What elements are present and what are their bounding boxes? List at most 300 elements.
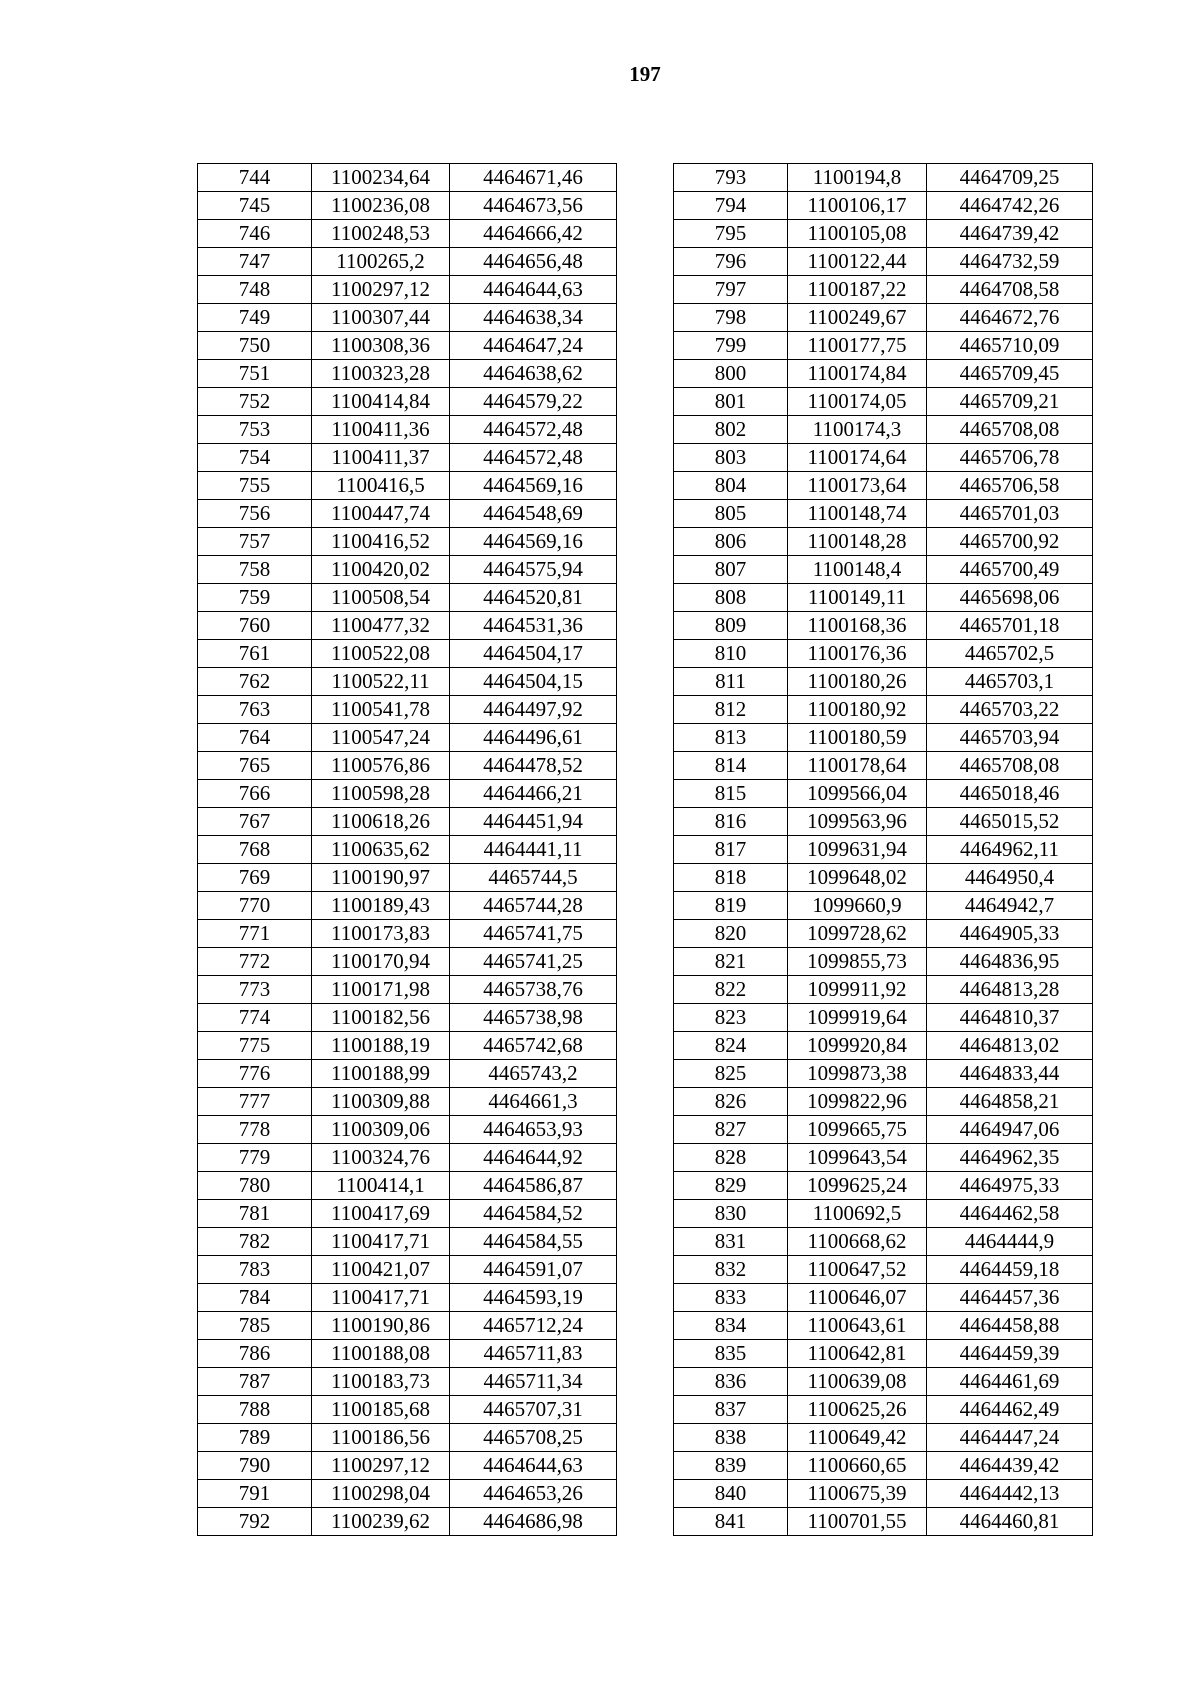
- y-coordinate-cell: 4464686,98: [450, 1508, 617, 1536]
- y-coordinate-cell: 4464459,39: [927, 1340, 1093, 1368]
- table-row: [198, 612, 617, 640]
- point-number-cell: 820: [674, 920, 788, 948]
- point-number-cell: 758: [198, 556, 312, 584]
- y-coordinate-cell: 4464661,3: [450, 1088, 617, 1116]
- y-coordinate-cell: 4465707,31: [450, 1396, 617, 1424]
- x-coordinate-cell: 1100188,99: [312, 1060, 450, 1088]
- point-number-cell: 798: [674, 304, 788, 332]
- table-row: [674, 612, 1093, 640]
- point-number-cell: 806: [674, 528, 788, 556]
- x-coordinate-cell: 1100541,78: [312, 696, 450, 724]
- x-coordinate-cell: 1100174,64: [788, 444, 927, 472]
- x-coordinate-cell: 1099643,54: [788, 1144, 927, 1172]
- x-coordinate-cell: 1100647,52: [788, 1256, 927, 1284]
- y-coordinate-cell: 4464647,24: [450, 332, 617, 360]
- x-coordinate-cell: 1100447,74: [312, 500, 450, 528]
- y-coordinate-cell: 4464496,61: [450, 724, 617, 752]
- y-coordinate-cell: 4464947,06: [927, 1116, 1093, 1144]
- x-coordinate-cell: 1099625,24: [788, 1172, 927, 1200]
- table-row: [674, 1508, 1093, 1536]
- x-coordinate-cell: 1100297,12: [312, 276, 450, 304]
- x-coordinate-cell: 1100639,08: [788, 1368, 927, 1396]
- table-row: [198, 1396, 617, 1424]
- y-coordinate-cell: 4464638,34: [450, 304, 617, 332]
- x-coordinate-cell: 1100618,26: [312, 808, 450, 836]
- table-row: [198, 976, 617, 1004]
- y-coordinate-cell: 4464813,02: [927, 1032, 1093, 1060]
- table-row: [674, 1396, 1093, 1424]
- table-row: [198, 1088, 617, 1116]
- x-coordinate-cell: 1099660,9: [788, 892, 927, 920]
- table-row: [674, 976, 1093, 1004]
- table-row: [198, 1312, 617, 1340]
- table-row: [198, 1200, 617, 1228]
- point-number-cell: 783: [198, 1256, 312, 1284]
- x-coordinate-cell: 1100646,07: [788, 1284, 927, 1312]
- x-coordinate-cell: 1100307,44: [312, 304, 450, 332]
- y-coordinate-cell: 4465702,5: [927, 640, 1093, 668]
- point-number-cell: 752: [198, 388, 312, 416]
- x-coordinate-cell: 1100182,56: [312, 1004, 450, 1032]
- point-number-cell: 826: [674, 1088, 788, 1116]
- point-number-cell: 816: [674, 808, 788, 836]
- y-coordinate-cell: 4464653,93: [450, 1116, 617, 1144]
- point-number-cell: 800: [674, 360, 788, 388]
- x-coordinate-cell: 1100522,11: [312, 668, 450, 696]
- table-row: [674, 472, 1093, 500]
- x-coordinate-cell: 1099648,02: [788, 864, 927, 892]
- point-number-cell: 814: [674, 752, 788, 780]
- point-number-cell: 838: [674, 1424, 788, 1452]
- x-coordinate-cell: 1100598,28: [312, 780, 450, 808]
- x-coordinate-cell: 1100265,2: [312, 248, 450, 276]
- y-coordinate-cell: 4464444,9: [927, 1228, 1093, 1256]
- x-coordinate-cell: 1099919,64: [788, 1004, 927, 1032]
- table-row: [674, 948, 1093, 976]
- point-number-cell: 835: [674, 1340, 788, 1368]
- x-coordinate-cell: 1100174,05: [788, 388, 927, 416]
- point-number-cell: 834: [674, 1312, 788, 1340]
- point-number-cell: 821: [674, 948, 788, 976]
- x-coordinate-cell: 1100508,54: [312, 584, 450, 612]
- x-coordinate-cell: 1100248,53: [312, 220, 450, 248]
- y-coordinate-cell: 4464739,42: [927, 220, 1093, 248]
- point-number-cell: 793: [674, 164, 788, 192]
- point-number-cell: 827: [674, 1116, 788, 1144]
- x-coordinate-cell: 1100177,75: [788, 332, 927, 360]
- table-row: [674, 388, 1093, 416]
- x-coordinate-cell: 1100643,61: [788, 1312, 927, 1340]
- y-coordinate-cell: 4464451,94: [450, 808, 617, 836]
- y-coordinate-cell: 4465742,68: [450, 1032, 617, 1060]
- x-coordinate-cell: 1099920,84: [788, 1032, 927, 1060]
- table-row: [674, 836, 1093, 864]
- y-coordinate-cell: 4464833,44: [927, 1060, 1093, 1088]
- table-row: [198, 1284, 617, 1312]
- point-number-cell: 815: [674, 780, 788, 808]
- table-row: [674, 1088, 1093, 1116]
- y-coordinate-cell: 4465738,76: [450, 976, 617, 1004]
- y-coordinate-cell: 4464644,63: [450, 1452, 617, 1480]
- table-row: [198, 248, 617, 276]
- point-number-cell: 744: [198, 164, 312, 192]
- x-coordinate-cell: 1100547,24: [312, 724, 450, 752]
- y-coordinate-cell: 4464458,88: [927, 1312, 1093, 1340]
- table-row: [198, 1144, 617, 1172]
- point-number-cell: 779: [198, 1144, 312, 1172]
- x-coordinate-cell: 1099822,96: [788, 1088, 927, 1116]
- point-number-cell: 823: [674, 1004, 788, 1032]
- y-coordinate-cell: 4464460,81: [927, 1508, 1093, 1536]
- point-number-cell: 817: [674, 836, 788, 864]
- point-number-cell: 757: [198, 528, 312, 556]
- y-coordinate-cell: 4465703,1: [927, 668, 1093, 696]
- table-row: [674, 892, 1093, 920]
- y-coordinate-cell: 4464638,62: [450, 360, 617, 388]
- point-number-cell: 767: [198, 808, 312, 836]
- point-number-cell: 829: [674, 1172, 788, 1200]
- y-coordinate-cell: 4464962,11: [927, 836, 1093, 864]
- point-number-cell: 763: [198, 696, 312, 724]
- point-number-cell: 831: [674, 1228, 788, 1256]
- point-number-cell: 762: [198, 668, 312, 696]
- x-coordinate-cell: 1100185,68: [312, 1396, 450, 1424]
- coordinates-table-right: [673, 163, 1093, 1536]
- y-coordinate-cell: 4464579,22: [450, 388, 617, 416]
- x-coordinate-cell: 1100194,8: [788, 164, 927, 192]
- y-coordinate-cell: 4465712,24: [450, 1312, 617, 1340]
- x-coordinate-cell: 1100174,84: [788, 360, 927, 388]
- table-row: [198, 1228, 617, 1256]
- table-row: [198, 220, 617, 248]
- y-coordinate-cell: 4464593,19: [450, 1284, 617, 1312]
- x-coordinate-cell: 1100308,36: [312, 332, 450, 360]
- y-coordinate-cell: 4465710,09: [927, 332, 1093, 360]
- table-row: [674, 332, 1093, 360]
- table-row: [674, 444, 1093, 472]
- point-number-cell: 799: [674, 332, 788, 360]
- table-row: [198, 1424, 617, 1452]
- x-coordinate-cell: 1100186,56: [312, 1424, 450, 1452]
- point-number-cell: 747: [198, 248, 312, 276]
- table-row: [674, 248, 1093, 276]
- page-number: 197: [629, 62, 661, 86]
- point-number-cell: 774: [198, 1004, 312, 1032]
- point-number-cell: 781: [198, 1200, 312, 1228]
- y-coordinate-cell: 4465015,52: [927, 808, 1093, 836]
- table-row: [198, 1480, 617, 1508]
- point-number-cell: 813: [674, 724, 788, 752]
- point-number-cell: 780: [198, 1172, 312, 1200]
- table-row: [674, 1004, 1093, 1032]
- x-coordinate-cell: 1100188,08: [312, 1340, 450, 1368]
- y-coordinate-cell: 4464671,46: [450, 164, 617, 192]
- point-number-cell: 808: [674, 584, 788, 612]
- point-number-cell: 748: [198, 276, 312, 304]
- point-number-cell: 749: [198, 304, 312, 332]
- y-coordinate-cell: 4464572,48: [450, 416, 617, 444]
- point-number-cell: 841: [674, 1508, 788, 1536]
- table-row: [674, 1312, 1093, 1340]
- table-row: [198, 724, 617, 752]
- x-coordinate-cell: 1100174,3: [788, 416, 927, 444]
- point-number-cell: 788: [198, 1396, 312, 1424]
- point-number-cell: 765: [198, 752, 312, 780]
- y-coordinate-cell: 4464520,81: [450, 584, 617, 612]
- y-coordinate-cell: 4464462,58: [927, 1200, 1093, 1228]
- x-coordinate-cell: 1100323,28: [312, 360, 450, 388]
- x-coordinate-cell: 1100411,36: [312, 416, 450, 444]
- table-row: [674, 304, 1093, 332]
- x-coordinate-cell: 1100522,08: [312, 640, 450, 668]
- y-coordinate-cell: 4464732,59: [927, 248, 1093, 276]
- table-row: [198, 920, 617, 948]
- x-coordinate-cell: 1099563,96: [788, 808, 927, 836]
- x-coordinate-cell: 1100414,1: [312, 1172, 450, 1200]
- y-coordinate-cell: 4464653,26: [450, 1480, 617, 1508]
- table-row: [674, 276, 1093, 304]
- table-row: [674, 164, 1093, 192]
- point-number-cell: 771: [198, 920, 312, 948]
- table-row: [674, 192, 1093, 220]
- x-coordinate-cell: 1100188,19: [312, 1032, 450, 1060]
- y-coordinate-cell: 4465711,34: [450, 1368, 617, 1396]
- x-coordinate-cell: 1100309,06: [312, 1116, 450, 1144]
- point-number-cell: 764: [198, 724, 312, 752]
- x-coordinate-cell: 1100417,69: [312, 1200, 450, 1228]
- y-coordinate-cell: 4464461,69: [927, 1368, 1093, 1396]
- point-number-cell: 759: [198, 584, 312, 612]
- point-number-cell: 794: [674, 192, 788, 220]
- x-coordinate-cell: 1100190,86: [312, 1312, 450, 1340]
- y-coordinate-cell: 4464709,25: [927, 164, 1093, 192]
- point-number-cell: 773: [198, 976, 312, 1004]
- table-row: [198, 892, 617, 920]
- x-coordinate-cell: 1100148,28: [788, 528, 927, 556]
- x-coordinate-cell: 1099728,62: [788, 920, 927, 948]
- x-coordinate-cell: 1100420,02: [312, 556, 450, 584]
- point-number-cell: 833: [674, 1284, 788, 1312]
- x-coordinate-cell: 1100660,65: [788, 1452, 927, 1480]
- y-coordinate-cell: 4464462,49: [927, 1396, 1093, 1424]
- point-number-cell: 840: [674, 1480, 788, 1508]
- table-row: [198, 500, 617, 528]
- point-number-cell: 797: [674, 276, 788, 304]
- x-coordinate-cell: 1100635,62: [312, 836, 450, 864]
- table-row: [674, 1060, 1093, 1088]
- table-row: [198, 1340, 617, 1368]
- y-coordinate-cell: 4464441,11: [450, 836, 617, 864]
- table-row: [198, 836, 617, 864]
- y-coordinate-cell: 4465709,45: [927, 360, 1093, 388]
- x-coordinate-cell: 1099911,92: [788, 976, 927, 1004]
- x-coordinate-cell: 1100148,4: [788, 556, 927, 584]
- point-number-cell: 822: [674, 976, 788, 1004]
- y-coordinate-cell: 4465701,18: [927, 612, 1093, 640]
- point-number-cell: 810: [674, 640, 788, 668]
- x-coordinate-cell: 1100692,5: [788, 1200, 927, 1228]
- point-number-cell: 802: [674, 416, 788, 444]
- table-row: [198, 1368, 617, 1396]
- x-coordinate-cell: 1100701,55: [788, 1508, 927, 1536]
- y-coordinate-cell: 4464810,37: [927, 1004, 1093, 1032]
- x-coordinate-cell: 1100234,64: [312, 164, 450, 192]
- point-number-cell: 839: [674, 1452, 788, 1480]
- table-row: [674, 528, 1093, 556]
- y-coordinate-cell: 4464708,58: [927, 276, 1093, 304]
- y-coordinate-cell: 4465741,75: [450, 920, 617, 948]
- point-number-cell: 760: [198, 612, 312, 640]
- x-coordinate-cell: 1099855,73: [788, 948, 927, 976]
- x-coordinate-cell: 1100625,26: [788, 1396, 927, 1424]
- point-number-cell: 772: [198, 948, 312, 976]
- point-number-cell: 805: [674, 500, 788, 528]
- x-coordinate-cell: 1100249,67: [788, 304, 927, 332]
- table-row: [198, 1452, 617, 1480]
- y-coordinate-cell: 4464905,33: [927, 920, 1093, 948]
- point-number-cell: 784: [198, 1284, 312, 1312]
- point-number-cell: 775: [198, 1032, 312, 1060]
- x-coordinate-cell: 1100168,36: [788, 612, 927, 640]
- x-coordinate-cell: 1100106,17: [788, 192, 927, 220]
- y-coordinate-cell: 4465738,98: [450, 1004, 617, 1032]
- table-row: [198, 948, 617, 976]
- table-row: [674, 584, 1093, 612]
- y-coordinate-cell: 4464569,16: [450, 472, 617, 500]
- y-coordinate-cell: 4464457,36: [927, 1284, 1093, 1312]
- point-number-cell: 819: [674, 892, 788, 920]
- y-coordinate-cell: 4464466,21: [450, 780, 617, 808]
- x-coordinate-cell: 1100298,04: [312, 1480, 450, 1508]
- point-number-cell: 801: [674, 388, 788, 416]
- x-coordinate-cell: 1100180,92: [788, 696, 927, 724]
- x-coordinate-cell: 1100417,71: [312, 1284, 450, 1312]
- x-coordinate-cell: 1100105,08: [788, 220, 927, 248]
- point-number-cell: 755: [198, 472, 312, 500]
- table-row: [198, 1060, 617, 1088]
- y-coordinate-cell: 4465708,08: [927, 752, 1093, 780]
- x-coordinate-cell: 1100416,5: [312, 472, 450, 500]
- y-coordinate-cell: 4465698,06: [927, 584, 1093, 612]
- x-coordinate-cell: 1100171,98: [312, 976, 450, 1004]
- table-row: [198, 640, 617, 668]
- point-number-cell: 837: [674, 1396, 788, 1424]
- table-row: [198, 808, 617, 836]
- point-number-cell: 832: [674, 1256, 788, 1284]
- table-row: [198, 1032, 617, 1060]
- point-number-cell: 791: [198, 1480, 312, 1508]
- y-coordinate-cell: 4464836,95: [927, 948, 1093, 976]
- x-coordinate-cell: 1100649,42: [788, 1424, 927, 1452]
- y-coordinate-cell: 4464591,07: [450, 1256, 617, 1284]
- y-coordinate-cell: 4465703,94: [927, 724, 1093, 752]
- x-coordinate-cell: 1100668,62: [788, 1228, 927, 1256]
- point-number-cell: 824: [674, 1032, 788, 1060]
- table-row: [198, 164, 617, 192]
- point-number-cell: 803: [674, 444, 788, 472]
- y-coordinate-cell: 4465703,22: [927, 696, 1093, 724]
- table-row: [674, 864, 1093, 892]
- x-coordinate-cell: 1100178,64: [788, 752, 927, 780]
- point-number-cell: 818: [674, 864, 788, 892]
- table-row: [198, 304, 617, 332]
- table-row: [674, 780, 1093, 808]
- x-coordinate-cell: 1100170,94: [312, 948, 450, 976]
- point-number-cell: 790: [198, 1452, 312, 1480]
- point-number-cell: 761: [198, 640, 312, 668]
- table-row: [198, 1116, 617, 1144]
- y-coordinate-cell: 4464478,52: [450, 752, 617, 780]
- table-row: [198, 752, 617, 780]
- point-number-cell: 753: [198, 416, 312, 444]
- point-number-cell: 811: [674, 668, 788, 696]
- table-row: [198, 1256, 617, 1284]
- y-coordinate-cell: 4465700,92: [927, 528, 1093, 556]
- point-number-cell: 787: [198, 1368, 312, 1396]
- point-number-cell: 751: [198, 360, 312, 388]
- y-coordinate-cell: 4464572,48: [450, 444, 617, 472]
- point-number-cell: 804: [674, 472, 788, 500]
- table-row: [198, 388, 617, 416]
- x-coordinate-cell: 1100187,22: [788, 276, 927, 304]
- point-number-cell: 785: [198, 1312, 312, 1340]
- y-coordinate-cell: 4464569,16: [450, 528, 617, 556]
- y-coordinate-cell: 4464742,26: [927, 192, 1093, 220]
- table-row: [198, 472, 617, 500]
- x-coordinate-cell: 1099631,94: [788, 836, 927, 864]
- table-row: [674, 1200, 1093, 1228]
- x-coordinate-cell: 1100642,81: [788, 1340, 927, 1368]
- table-row: [198, 696, 617, 724]
- table-row: [674, 1144, 1093, 1172]
- table-row: [198, 192, 617, 220]
- y-coordinate-cell: 4465744,28: [450, 892, 617, 920]
- y-coordinate-cell: 4464575,94: [450, 556, 617, 584]
- y-coordinate-cell: 4465018,46: [927, 780, 1093, 808]
- table-row: [674, 1284, 1093, 1312]
- table-row: [674, 640, 1093, 668]
- point-number-cell: 768: [198, 836, 312, 864]
- y-coordinate-cell: 4464813,28: [927, 976, 1093, 1004]
- table-row: [198, 360, 617, 388]
- table-row: [674, 1452, 1093, 1480]
- table-row: [674, 1116, 1093, 1144]
- point-number-cell: 789: [198, 1424, 312, 1452]
- table-row: [674, 668, 1093, 696]
- table-row: [674, 1172, 1093, 1200]
- x-coordinate-cell: 1099665,75: [788, 1116, 927, 1144]
- point-number-cell: 754: [198, 444, 312, 472]
- x-coordinate-cell: 1100411,37: [312, 444, 450, 472]
- y-coordinate-cell: 4464962,35: [927, 1144, 1093, 1172]
- point-number-cell: 786: [198, 1340, 312, 1368]
- table-row: [674, 220, 1093, 248]
- x-coordinate-cell: 1100173,83: [312, 920, 450, 948]
- table-row: [674, 1228, 1093, 1256]
- table-row: [198, 1004, 617, 1032]
- y-coordinate-cell: 4464584,52: [450, 1200, 617, 1228]
- table-row: [674, 500, 1093, 528]
- table-row: [674, 1424, 1093, 1452]
- x-coordinate-cell: 1100477,32: [312, 612, 450, 640]
- y-coordinate-cell: 4465743,2: [450, 1060, 617, 1088]
- table-row: [674, 360, 1093, 388]
- table-row: [198, 332, 617, 360]
- x-coordinate-cell: 1100576,86: [312, 752, 450, 780]
- y-coordinate-cell: 4464858,21: [927, 1088, 1093, 1116]
- x-coordinate-cell: 1100149,11: [788, 584, 927, 612]
- y-coordinate-cell: 4464673,56: [450, 192, 617, 220]
